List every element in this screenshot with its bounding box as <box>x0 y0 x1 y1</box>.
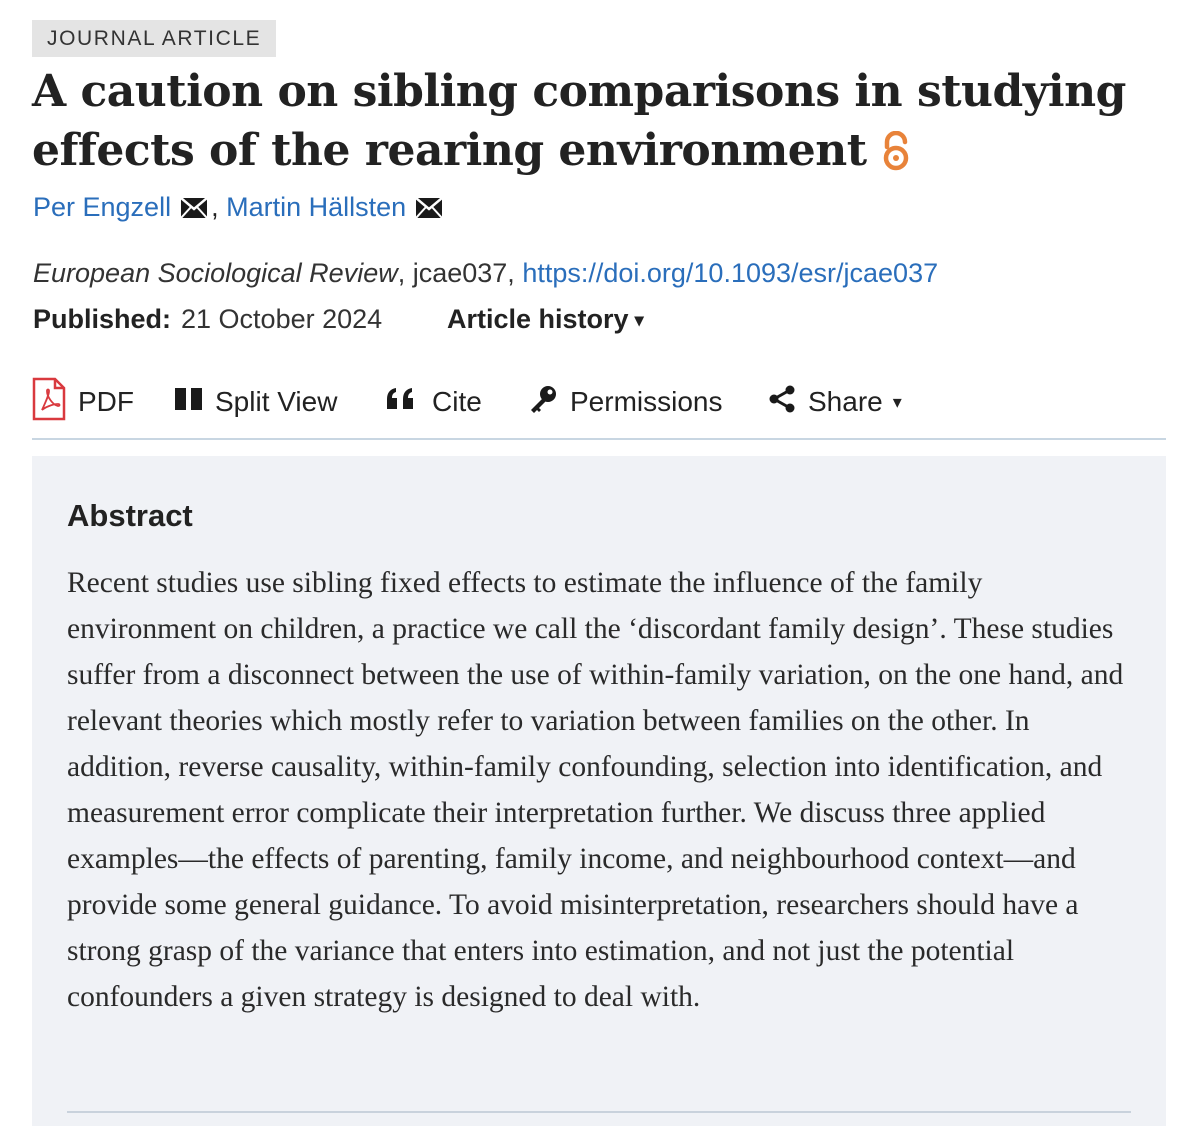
pdf-label: PDF <box>78 386 134 417</box>
abstract-heading: Abstract <box>67 498 193 533</box>
article-title <box>32 62 1152 186</box>
abstract-section <box>32 456 1166 1126</box>
section-divider <box>67 1111 1131 1113</box>
caret-down-icon: ▾ <box>892 391 902 412</box>
article-toolbar <box>32 374 1166 440</box>
share-icon <box>768 385 808 420</box>
split-view-label: Split View <box>215 386 338 417</box>
caret-down-icon: ▾ <box>634 310 644 330</box>
published-line <box>33 302 644 336</box>
open-access-lock-icon <box>881 127 911 186</box>
doi-link[interactable]: https://doi.org/10.1093/esr/jcae037 <box>522 258 939 288</box>
author-list <box>33 190 446 226</box>
envelope-icon[interactable] <box>416 192 442 226</box>
journal-name: European Sociological Review <box>33 258 398 288</box>
envelope-icon[interactable] <box>181 192 207 226</box>
pdf-file-icon <box>32 377 78 428</box>
article-history-toggle[interactable] <box>447 302 644 337</box>
published-label: Published: <box>33 304 172 334</box>
cite-label: Cite <box>432 386 482 417</box>
split-view-icon <box>175 386 215 418</box>
author-link-hallsten[interactable]: Martin Hällsten <box>226 192 407 222</box>
published-date: 21 October 2024 <box>181 304 383 334</box>
pdf-button[interactable] <box>32 384 134 420</box>
split-view-button[interactable] <box>175 384 337 420</box>
cite-button[interactable] <box>384 384 482 420</box>
key-icon <box>528 384 570 421</box>
article-title-text: A caution on sibling comparisons in studying effects of the rearing environment <box>32 66 1126 176</box>
author-link-engzell[interactable]: Per Engzell <box>33 192 172 222</box>
article-id: , jcae037, <box>397 258 523 288</box>
share-button[interactable] <box>768 384 902 420</box>
permissions-label: Permissions <box>570 386 723 417</box>
article-type-badge: JOURNAL ARTICLE <box>32 20 276 57</box>
citation-line <box>33 256 938 290</box>
abstract-text: Recent studies use sibling fixed effects to estimate the influence of the family environment on children, a practice we call the ‘discordant family design’. These studies suffer from a disconnect between the use of within-family variation, on the one hand, and relevant theories which mostly refer to variation between families on the other. In addition, reverse causality, within-family confounding, selection into identification, and measurement error complicate their interpretation further. We discuss three applied examples—the effects of parenting, family income, and neighbourhood context—and provide some general guidance. To avoid misinterpretation, researchers should have a strong grasp of the variance that enters into estimation, and not just the potential confounders a given strategy is designed to deal with. <box>67 567 1124 1013</box>
author-separator: , <box>211 192 227 222</box>
quote-icon <box>384 386 432 418</box>
article-history-label: Article history <box>447 304 629 334</box>
permissions-button[interactable] <box>528 384 722 420</box>
share-label: Share <box>808 386 883 417</box>
